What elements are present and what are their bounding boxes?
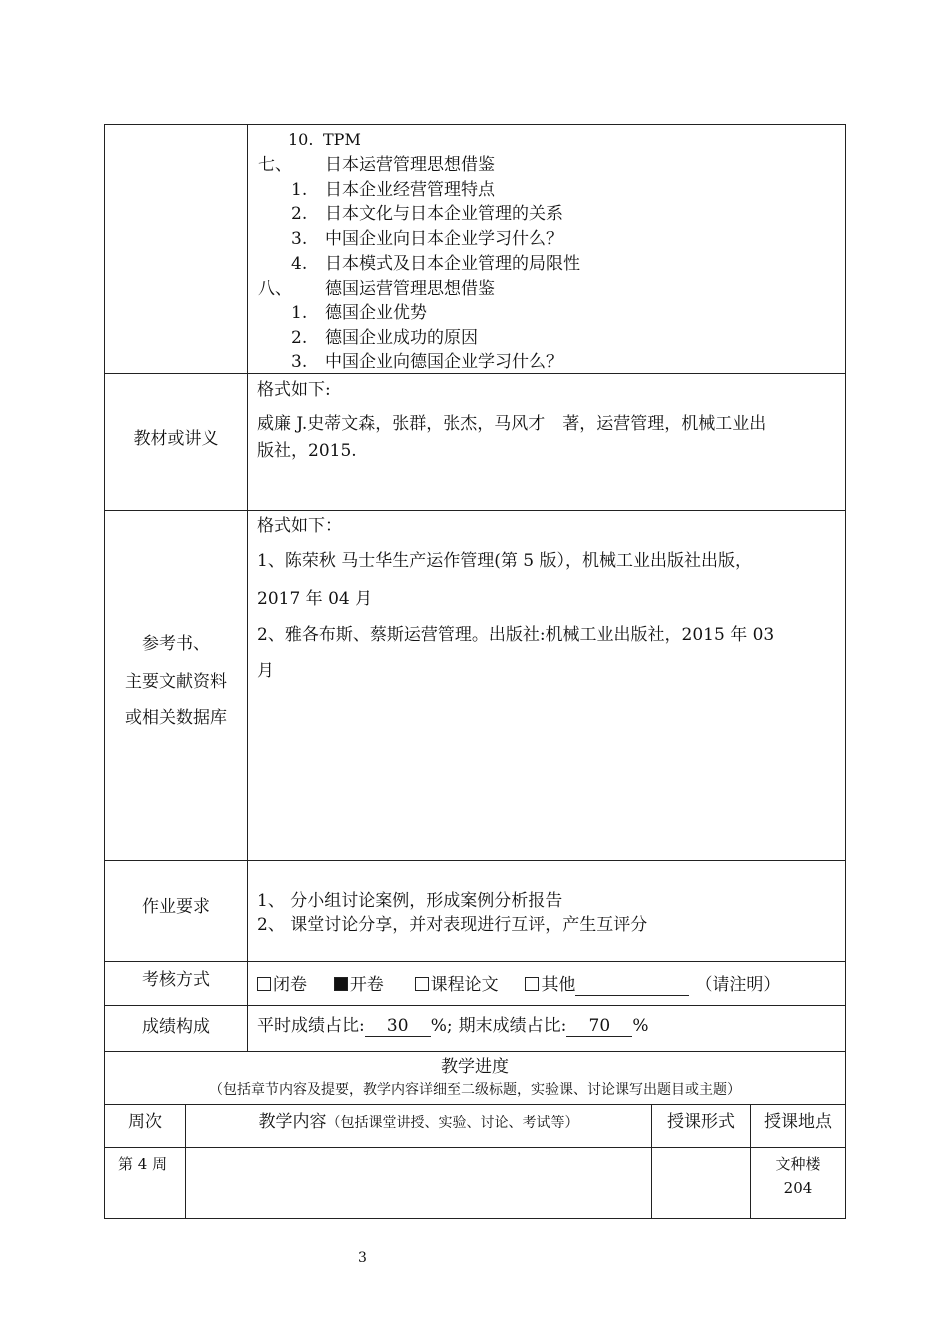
table-border-top [104, 124, 846, 125]
homework-item-1: 1、 分小组讨论案例，形成案例分析报告 [257, 891, 563, 911]
reference-1-line2: 2017 年 04 月 [257, 589, 373, 609]
row-location-line1: 文种楼 [775, 1155, 821, 1173]
chapter-num: 八、 [258, 279, 292, 299]
row-divider [104, 1005, 846, 1006]
checkbox-unchecked-icon [257, 977, 271, 991]
row-divider [104, 1104, 846, 1105]
assessment-label: 考核方式 [142, 970, 210, 990]
textbook-citation-line2: 版社，2015. [257, 441, 357, 461]
references-label-line2: 主要文献资料 [125, 672, 227, 692]
outline-text: 日本文化与日本企业管理的关系 [325, 204, 563, 224]
chapter-title: 德国运营管理思想借鉴 [325, 279, 495, 299]
table-border-bottom [104, 1218, 846, 1219]
row-divider [104, 961, 846, 962]
assessment-note: （请注明） [695, 975, 781, 995]
header-teaching-form: 授课形式 [667, 1112, 735, 1132]
regular-score-ratio: 30 [365, 1016, 431, 1037]
textbook-format-note: 格式如下: [257, 380, 331, 400]
row-divider [104, 860, 846, 861]
schedule-subtitle: （包括章节内容及提要，教学内容详细至二级标题，实验课、讨论课写出题目或主题） [209, 1082, 741, 1098]
outline-text: TPM [323, 130, 361, 149]
option-other[interactable]: 其他 [525, 975, 575, 995]
row-location-line2: 204 [783, 1179, 813, 1197]
textbook-citation-line1: 威廉 J.史蒂文森，张群，张杰，马风才 著，运营管理，机械工业出 [257, 414, 767, 434]
outline-num: 4. [291, 254, 308, 274]
outline-text: 中国企业向德国企业学习什么？ [325, 352, 563, 372]
schedule-title: 教学进度 [441, 1057, 509, 1077]
outline-num: 3. [291, 229, 308, 249]
option-course-paper[interactable]: 课程论文 [415, 975, 499, 995]
assessment-options [257, 975, 780, 996]
homework-item-2: 2、 课堂讨论分享，并对表现进行互评，产生互评分 [257, 915, 648, 935]
row-divider [104, 373, 846, 374]
outline-num: 2. [291, 328, 308, 348]
header-content: 教学内容（包括课堂讲授、实验、讨论、考试等） [258, 1112, 579, 1132]
grading-label: 成绩构成 [142, 1017, 210, 1037]
reference-1-line1: 1、陈荣秋 马士华生产运作管理(第 5 版），机械工业出版社出版， [257, 551, 752, 571]
option-closed-book[interactable]: 闭卷 [257, 975, 307, 995]
checkbox-checked-icon [334, 977, 348, 991]
checkbox-unchecked-icon [415, 977, 429, 991]
table-border-right [845, 124, 846, 1219]
references-label-line3: 或相关数据库 [125, 708, 227, 728]
references-format-note: 格式如下： [257, 516, 342, 536]
homework-label: 作业要求 [142, 897, 210, 917]
row-divider [104, 1147, 846, 1148]
outline-num: 1. [291, 180, 308, 200]
label-column-divider [247, 124, 248, 1051]
outline-num: 10. [288, 130, 314, 149]
outline-num: 3. [291, 352, 308, 372]
row-divider [104, 1051, 846, 1052]
outline-text: 德国企业成功的原因 [325, 328, 478, 348]
outline-text: 德国企业优势 [325, 303, 427, 323]
chapter-title: 日本运营管理思想借鉴 [325, 155, 495, 175]
grading-breakdown: 平时成绩占比: 30 %; 期末成绩占比: 70 % [257, 1016, 649, 1036]
outline-num: 1. [291, 303, 308, 323]
outline-num: 2. [291, 204, 308, 224]
page-number: 3 [358, 1250, 367, 1266]
outline-text: 日本模式及日本企业管理的局限性 [325, 254, 580, 274]
row-divider [104, 510, 846, 511]
option-open-book[interactable]: 开卷 [334, 975, 384, 995]
chapter-num: 七、 [258, 155, 292, 175]
other-specify-blank[interactable] [575, 975, 689, 996]
reference-2-line1: 2、雅各布斯、蔡斯运营管理。出版社:机械工业出版社，2015 年 03 [257, 625, 775, 645]
reference-2-line2: 月 [257, 661, 274, 681]
header-week: 周次 [128, 1112, 162, 1132]
outline-text: 中国企业向日本企业学习什么？ [325, 229, 563, 249]
row-week: 第 4 周 [118, 1155, 168, 1173]
checkbox-unchecked-icon [525, 977, 539, 991]
header-location: 授课地点 [764, 1112, 832, 1132]
outline-text: 日本企业经营管理特点 [325, 180, 495, 200]
final-score-ratio: 70 [566, 1016, 632, 1037]
references-label-line1: 参考书、 [142, 634, 210, 654]
textbook-label: 教材或讲义 [133, 429, 219, 449]
